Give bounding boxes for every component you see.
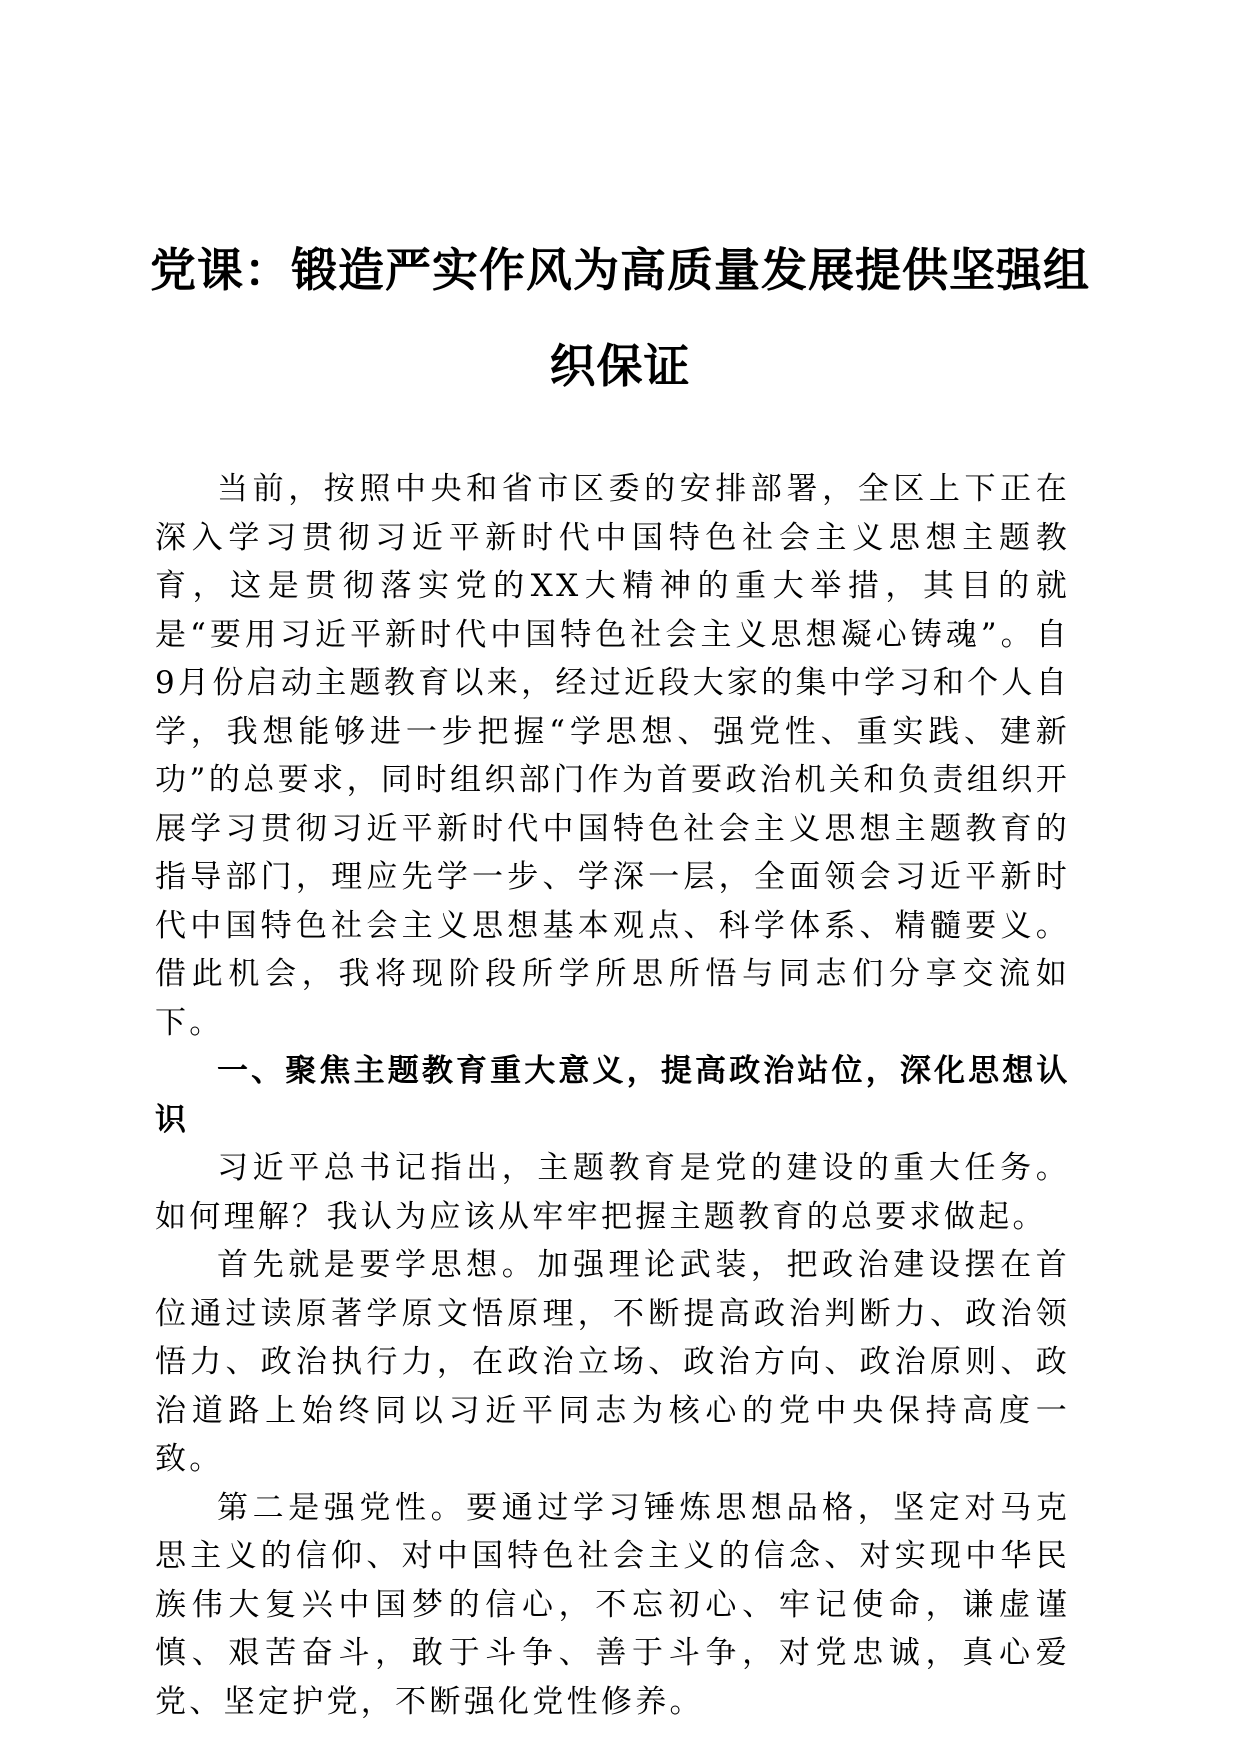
intro-paragraph: 当前，按照中央和省市区委的安排部署，全区上下正在深入学习贯彻习近平新时代中国特色社会主义思想主题教育，这是贯彻落实党的XX大精神的重大举措，其目的就是“要用习近平新时代中国特色社会主义思想凝心铸魂”。自9月份启动主题教育以来，经过近段大家的集中学习和个人自学，我想能够进一步把握“学思想、强党性、重实践、建新功”的总要求，同时组织部门作为首要政治机关和负责组织开展学习贯彻习近平新时代中国特色社会主义思想主题教育的指导部门，理应先学一步、学深一层，全面领会习近平新时代中国特色社会主义思想基本观点、科学体系、精髓要义。借此机会，我将现阶段所学所思所悟与同志们分享交流如下。 — [155, 471, 1070, 1041]
section-1-paragraph-1: 习近平总书记指出，主题教育是党的建设的重大任务。如何理解？我认为应该从牢牢把握主题教育的总要求做起。 — [155, 1150, 1070, 1235]
document-body — [155, 465, 1070, 1726]
section-1-paragraph-2: 首先就是要学思想。加强理论武装，把政治建设摆在首位通过读原著学原文悟原理，不断提高政治判断力、政治领悟力、政治执行力，在政治立场、政治方向、政治原则、政治道路上始终同以习近平同志为核心的党中央保持高度一致。 — [155, 1247, 1070, 1477]
document-title: 党课：锻造严实作风为高质量发展提供坚强组织保证 — [150, 243, 1090, 393]
section-1-paragraph-3: 第二是强党性。要通过学习锤炼思想品格，坚定对马克思主义的信仰、对中国特色社会主义的信念、对实现中华民族伟大复兴中国梦的信心，不忘初心、牢记使命，谦虚谨慎、艰苦奋斗，敢于斗争、善于斗争，对党忠诚，真心爱党、坚定护党，不断强化党性修养。 — [155, 1489, 1070, 1720]
section-heading-1: 一、聚焦主题教育重大意义，提高政治站位，深化思想认识 — [155, 1053, 1070, 1138]
